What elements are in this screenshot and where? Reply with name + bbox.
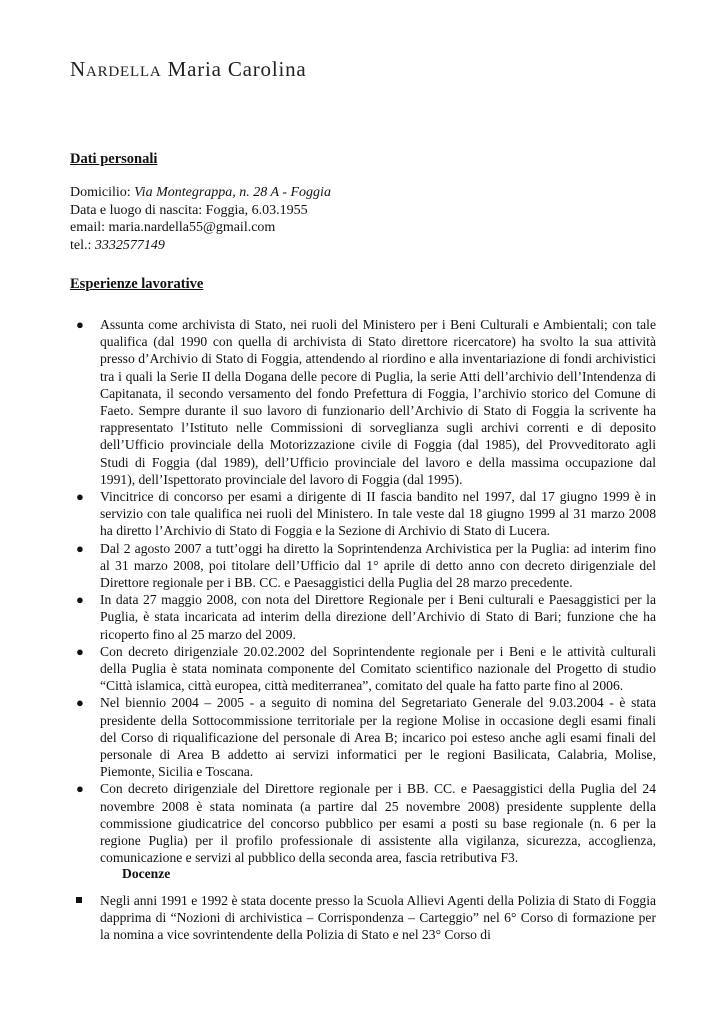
square-bullet-icon: [76, 897, 82, 903]
bullet-icon: ●: [76, 781, 84, 797]
bullet-icon: ●: [76, 489, 84, 505]
list-item: Negli anni 1991 e 1992 è stata docente presso la Scuola Allievi Agenti della Polizia di Stato di Foggia dapprima di “Nozioni di archivistica – Corrispondenza – Carteggio” nel 6° Corso di formazione per la nomina a vice sovrintendente della Polizia di Stato e nel 23° Corso di: [70, 892, 656, 944]
section-title-experience: Esperienze lavorative: [70, 276, 204, 292]
bullet-icon: ●: [76, 695, 84, 711]
list-item: ● Dal 2 agosto 2007 a tutt’oggi ha diretto la Soprintendenza Archivistica per la Puglia: ad interim fino al 31 marzo 2008, poi titolare dell’Ufficio dal 1° aprile di detto anno con decreto dirigenziale del Direttore regionale per i BB. CC. e Paesaggistici della Puglia del 28 marzo precedente.: [76, 540, 656, 591]
personal-details: [70, 184, 331, 254]
surname: Nardella: [70, 57, 162, 81]
domicilio-value: Via Montegrappa, n. 28 A - Foggia: [134, 185, 331, 200]
section-title-personal: Dati personali: [70, 151, 158, 167]
tel-line: [70, 237, 331, 255]
section-title-teaching: Docenze: [122, 866, 171, 881]
list-item: ● Assunta come archivista di Stato, nei ruoli del Ministero per i Beni Culturali e Ambientali; con tale qualifica (dal 1990 con quella di archivista di Stato direttore ricercatore) ha svolto la sua attività presso d’Archivio di Stato di Foggia, attendendo al riordino e alla inventariazione di fondi archivistici tra i quali la Serie II della Dogana delle pecore di Puglia, la serie Atti dell’archivio dell’Intendenza di Capitanata, il secondo versamento del fondo Prefettura di Foggia, l’archivio storico del Comune di Faeto. Sempre durante il suo lavoro di funzionario dell’Archivio di Stato di Foggia la scrivente ha rappresentato l’Istituto nelle Commissioni di sorveglianza sugli archivi correnti e di deposito dell’Ufficio provinciale della Motorizzazione civile di Foggia (dal 1985), del Provveditorato agli Studi di Foggia (dal 1989), dell’Ufficio provinciale del lavoro e della massima occupazione dal 1991), dell’Ispettorato provinciale del lavoro di Foggia (dal 1995).: [76, 317, 656, 487]
bullet-icon: ●: [76, 592, 84, 608]
email-line: email: maria.nardella55@gmail.com: [70, 220, 276, 235]
list-item: ● Vincitrice di concorso per esami a dirigente di II fascia bandito nel 1997, dal 17 giugno 1999 è in servizio con tale qualifica nei ruoli del Ministero. In tale veste dal 18 giugno 1999 al 31 marzo 2008 ha diretto l’Archivio di Stato di Foggia e la Sezione di Archivio di Stato di Lucera.: [76, 489, 656, 539]
tel-value: 3332577149: [94, 237, 165, 253]
bullet-icon: ●: [76, 317, 84, 332]
domicilio-label: Domicilio:: [70, 185, 131, 200]
list-item: ● In data 27 maggio 2008, con nota del Direttore Regionale per i Beni culturali e Paesaggistici per la Puglia, è stata incaricata ad interim della direzione dell’Archivio di Stato di Bari; funzione che ha ricoperto fino al 25 marzo del 2009.: [76, 592, 656, 642]
person-name: [70, 57, 307, 82]
bullet-icon: ●: [76, 643, 84, 659]
given-name: Maria Carolina: [167, 57, 307, 81]
list-item: ● Con decreto dirigenziale 20.02.2002 del Soprintendente regionale per i Beni e le attività culturali della Puglia è stata nominata componente del Comitato scientifico nazionale del Progetto di studio “Città islamica, città europea, città mediterranea”, comitato del quale ha fatto parte fino al 2006.: [76, 643, 656, 694]
list-item: ● Con decreto dirigenziale del Direttore regionale per i BB. CC. e Paesaggistici della Puglia del 24 novembre 2008 è stata nominata (a partire dal 25 novembre 2008) presidente supplente della commissione giudicatrice del concorso pubblico per esami a posti su base regionale (n. 6 per la regione Puglia) per il profilo professionale di assistente alla vigilanza, sicurezza, accoglienza, comunicazione e servizi al pubblico della seconda area, fascia retributiva F3.: [76, 781, 656, 866]
birth-line: Data e luogo di nascita: Foggia, 6.03.1955: [70, 202, 308, 218]
tel-label: tel.:: [70, 237, 92, 253]
domicilio-line: [70, 184, 331, 202]
experience-list: [70, 316, 656, 867]
teaching-list: [70, 892, 656, 944]
bullet-icon: ●: [76, 540, 84, 556]
list-item: ● Nel biennio 2004 – 2005 - a seguito di nomina del Segretariato Generale del 9.03.2004 - è stata presidente della Sottocommissione territoriale per la regione Molise in occasione degli esami finali del Corso di riqualificazione del personale di Area B; incarico poi esteso anche agli esami finali del personale di Area B addetto ai servizi informatici per le regioni Basilicata, Calabria, Molise, Piemonte, Sicilia e Toscana.: [76, 695, 656, 780]
